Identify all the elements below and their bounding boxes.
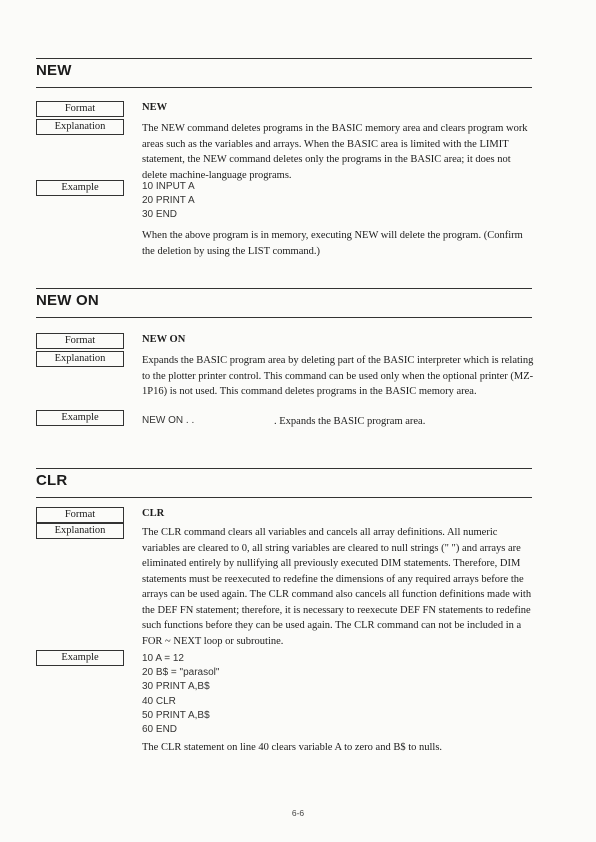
example-note: When the above program is in memory, executing NEW will delete the program. (Confirm the deletion by using the LIST command.) xyxy=(142,230,523,257)
example-label: Example xyxy=(36,180,124,196)
divider xyxy=(36,497,532,498)
explanation-label: Explanation xyxy=(36,523,124,539)
code-line: 10 INPUT A xyxy=(142,181,195,192)
code-line: 20 PRINT A xyxy=(142,195,195,207)
code-line: 30 PRINT A,B$ xyxy=(142,681,210,693)
code-line: 30 END xyxy=(142,209,178,221)
example-code: NEW ON . . xyxy=(142,415,195,426)
page-number: 6-6 xyxy=(291,808,305,818)
divider xyxy=(36,468,532,469)
code-line: 20 B$ = "parasol" xyxy=(142,667,220,679)
section-title: CLR xyxy=(36,472,68,489)
example-label: Example xyxy=(36,650,124,666)
explanation-text: Expands the BASIC program area by deleting part of the BASIC interpreter which is relating to the plotter printer control. This command can be used only when the optional printer (MZ-1P16) is not used. This command deletes programs in the BASIC memory area. xyxy=(142,355,534,397)
divider xyxy=(36,288,532,289)
format-label: Format xyxy=(36,333,124,349)
format-label: Format xyxy=(36,507,124,523)
code-line: 60 END xyxy=(142,724,178,736)
example-code xyxy=(142,180,195,223)
divider xyxy=(36,317,532,318)
section-title: NEW ON xyxy=(36,292,99,309)
example-note: The CLR statement on line 40 clears variable A to zero and B$ to nulls. xyxy=(142,742,443,753)
divider xyxy=(36,58,532,59)
example-code xyxy=(142,652,219,737)
example-label: Example xyxy=(36,410,124,426)
code-line: 50 PRINT A,B$ xyxy=(142,709,210,721)
explanation-label: Explanation xyxy=(36,351,124,367)
explanation-text: The NEW command deletes programs in the BASIC memory area and clears program work areas such as the variables and arrays. When the BASIC area is limited with the LIMIT statement, the NEW command deletes only the programs in the BASIC area; it does not delete machine-language programs. xyxy=(142,123,528,181)
explanation-text: The CLR command clears all variables and cancels all array definitions. All numeric variables are cleared to 0, all string variables are cleared to null strings (" ") and arrays are eliminated entirely by nullifying all previously executed DIM statements. Therefore, DIM statements must be reexecuted to redefine the dimensions of any required arrays before the arrays can be used again. The CLR command also cancels all function definitions made with the DEF FN statement; therefore, it is necessary to reexecute DEF FN statements to redefine such functions before they can be used again. The CLR command can not be included in a FOR ~ NEXT loop or subroutine. xyxy=(142,527,532,647)
format-syntax: NEW ON xyxy=(142,334,186,345)
format-syntax: CLR xyxy=(142,508,165,519)
example-note: . Expands the BASIC program area. xyxy=(274,416,426,427)
code-line: 10 A = 12 xyxy=(142,653,184,664)
section-title: NEW xyxy=(36,62,72,79)
format-syntax: NEW xyxy=(142,102,168,113)
format-label: Format xyxy=(36,101,124,117)
explanation-label: Explanation xyxy=(36,119,124,135)
divider xyxy=(36,87,532,88)
code-line: 40 CLR xyxy=(142,695,176,707)
